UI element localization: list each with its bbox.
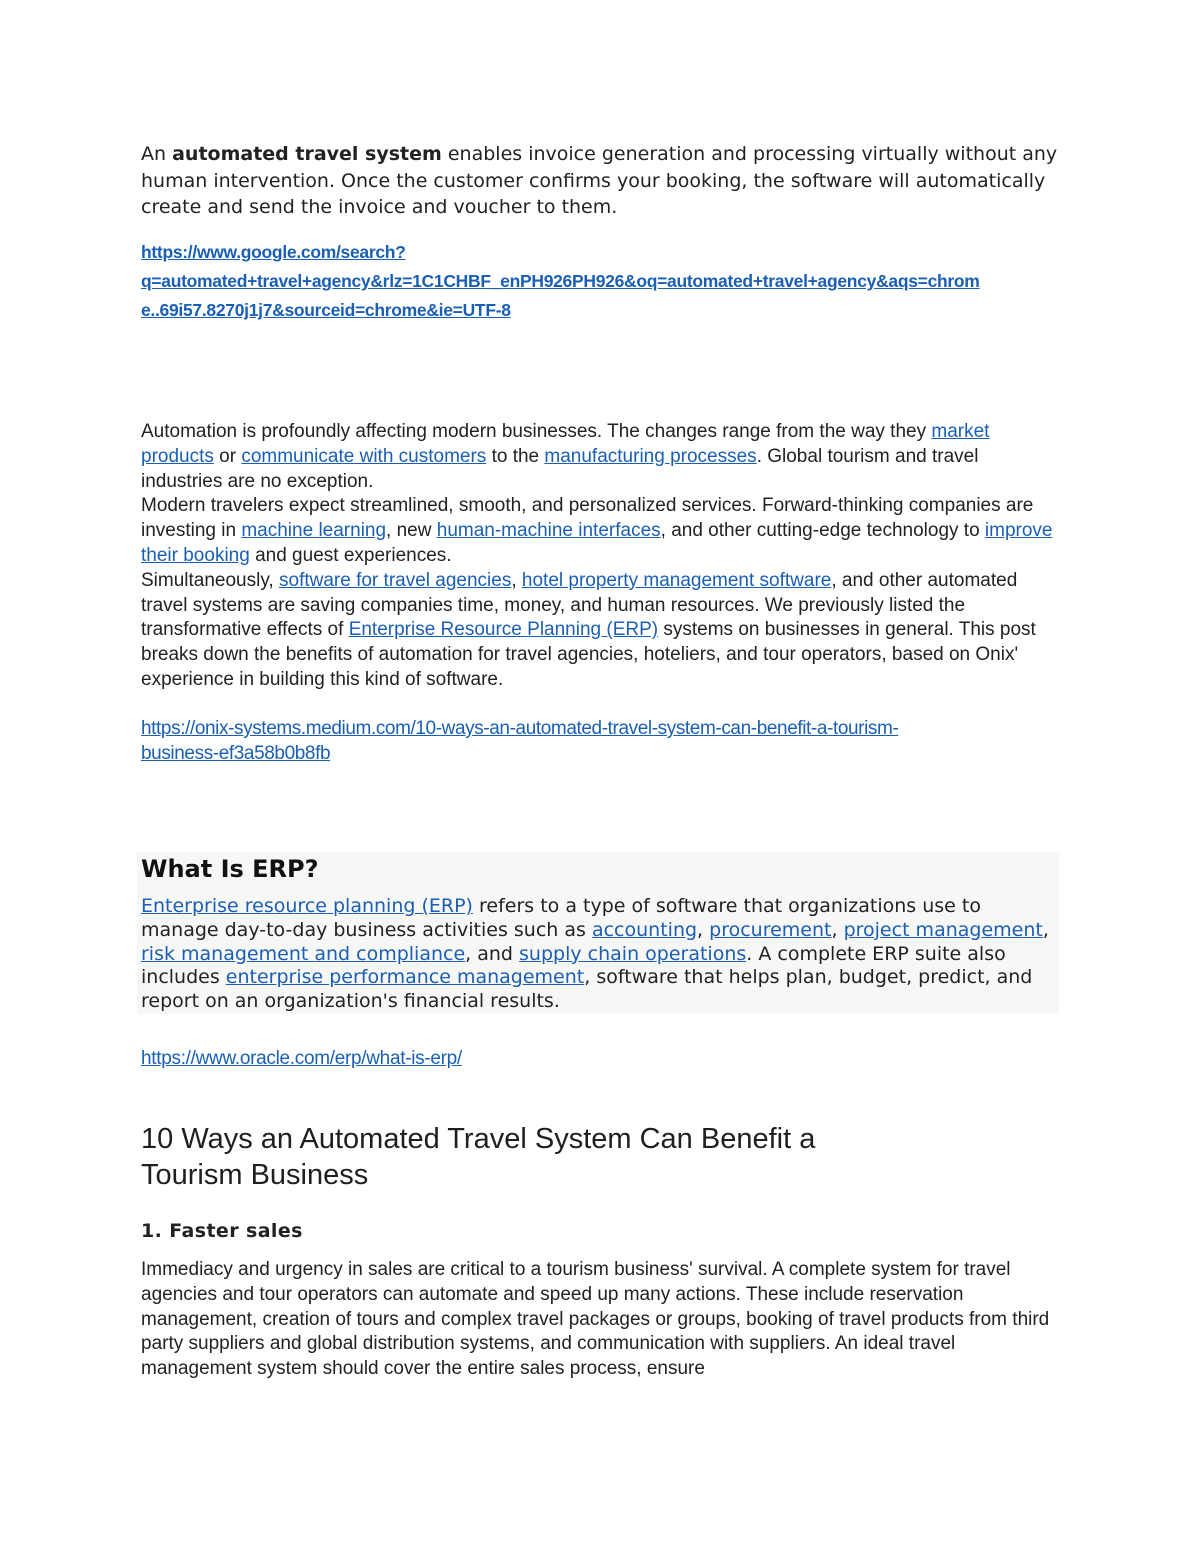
text: , [697,918,710,941]
link-supply-chain[interactable]: supply chain operations [519,942,747,965]
link-accounting[interactable]: accounting [591,918,698,941]
link-machine-learning[interactable]: machine learning [241,520,387,542]
text: Modern travelers expect streamlined, smooth, and personalized services. Forward-thinking companies are investing in [141,495,1034,542]
erp-paragraph [141,895,1061,1014]
link-software-for-travel-agencies[interactable]: software for travel agencies [279,569,512,591]
text: refers to a type of software that organizations use to manage day-to-day business activities such as [141,895,981,941]
ten-ways-heading [141,1121,1061,1193]
text: Automation is profoundly affecting modern businesses. The changes range from the way they [141,421,932,442]
automation-paragraph [141,420,1061,693]
faster-sales-paragraph: Immediacy and urgency in sales are critical to a tourism business' survival. A complete system for travel agencies and tour operators can automate and speed up many actions. These include reservation management, creation of tours and complex travel packages or groups, booking of travel products from third party suppliers and global distribution systems, and communication with suppliers. An ideal travel management system should cover the entire sales process, ensure [141,1259,1050,1380]
text: . A complete ERP suite also includes [141,942,1006,989]
link-improve-their-booking[interactable]: improve their booking [141,520,1053,566]
text: , and other cutting-edge technology to [660,520,985,542]
link-enterprise-resource-planning[interactable]: Enterprise resource planning (ERP) [141,895,473,917]
text: Simultaneously, [141,569,279,591]
link-human-machine-interfaces[interactable]: human-machine interfaces [436,520,661,542]
link-erp[interactable]: Enterprise Resource Planning (ERP) [348,619,659,641]
oracle-url[interactable]: https://www.oracle.com/erp/what-is-erp/ [141,1048,462,1069]
link-market-products[interactable]: market products [141,421,990,467]
onix-url-line-2[interactable]: business-ef3a58b0b8fb [141,743,331,764]
heading-line-2: Tourism Business [141,1159,369,1191]
link-communicate-with-customers[interactable]: communicate with customers [241,445,487,467]
google-url-line-1[interactable]: https://www.google.com/search? [141,242,406,262]
onix-url-link[interactable] [141,716,1061,766]
oracle-url-link[interactable] [141,1046,1061,1072]
text: , [831,918,844,941]
google-url-link[interactable] [141,238,1071,325]
text: and guest experiences. [249,544,452,566]
text: , software that helps plan, budget, predict, and report on an organization's financial results. [141,966,1033,1013]
text: systems on businesses in general. This post breaks down the benefits of automation for travel agencies, hoteliers, and tour operators, based on Onix' experience in building this kind of software. [141,619,1036,690]
onix-url-line-1[interactable]: https://onix-systems.medium.com/10-ways-an-automated-travel-system-can-benefit-a-tourism- [141,718,899,739]
text: to the [486,445,545,467]
text: , new [386,520,437,542]
text: , [1042,918,1049,941]
link-epm[interactable]: enterprise performance management [225,966,585,989]
google-url-line-2[interactable]: q=automated+travel+agency&rlz=1C1CHBF_enPH926PH926&oq=automated+travel+agency&aqs=chrom [141,271,980,291]
link-hotel-pms[interactable]: hotel property management software [521,569,832,591]
text: , [511,569,522,591]
link-procurement[interactable]: procurement [709,918,832,941]
text: , and other automated travel systems are saving companies time, money, and human resources. We previously listed the transformative effects of [141,569,1018,641]
link-manufacturing-processes[interactable]: manufacturing processes [544,445,757,467]
heading-line-1: 10 Ways an Automated Travel System Can Benefit a [141,1123,816,1155]
intro-text-rest: enables invoice generation and processing virtually without any human intervention. Once the customer confirms your booking, the software will automatically create and send the invoice and voucher to them. [141,143,1058,218]
link-risk-management[interactable]: risk management and compliance [141,942,466,965]
google-url-line-3[interactable]: e..69i57.8270j1j7&sourceid=chrome&ie=UTF-8 [141,300,511,320]
intro-paragraph [141,141,1061,221]
link-project-management[interactable]: project management [843,918,1043,941]
faster-sales-subheading: 1. Faster sales [141,1220,303,1242]
intro-bold-term: automated travel system [172,143,442,165]
text: , and [465,942,520,965]
text: . Global tourism and travel industries are no exception. [141,445,979,492]
erp-heading: What Is ERP? [141,855,319,883]
text: or [213,445,242,467]
intro-text: An [141,143,173,165]
